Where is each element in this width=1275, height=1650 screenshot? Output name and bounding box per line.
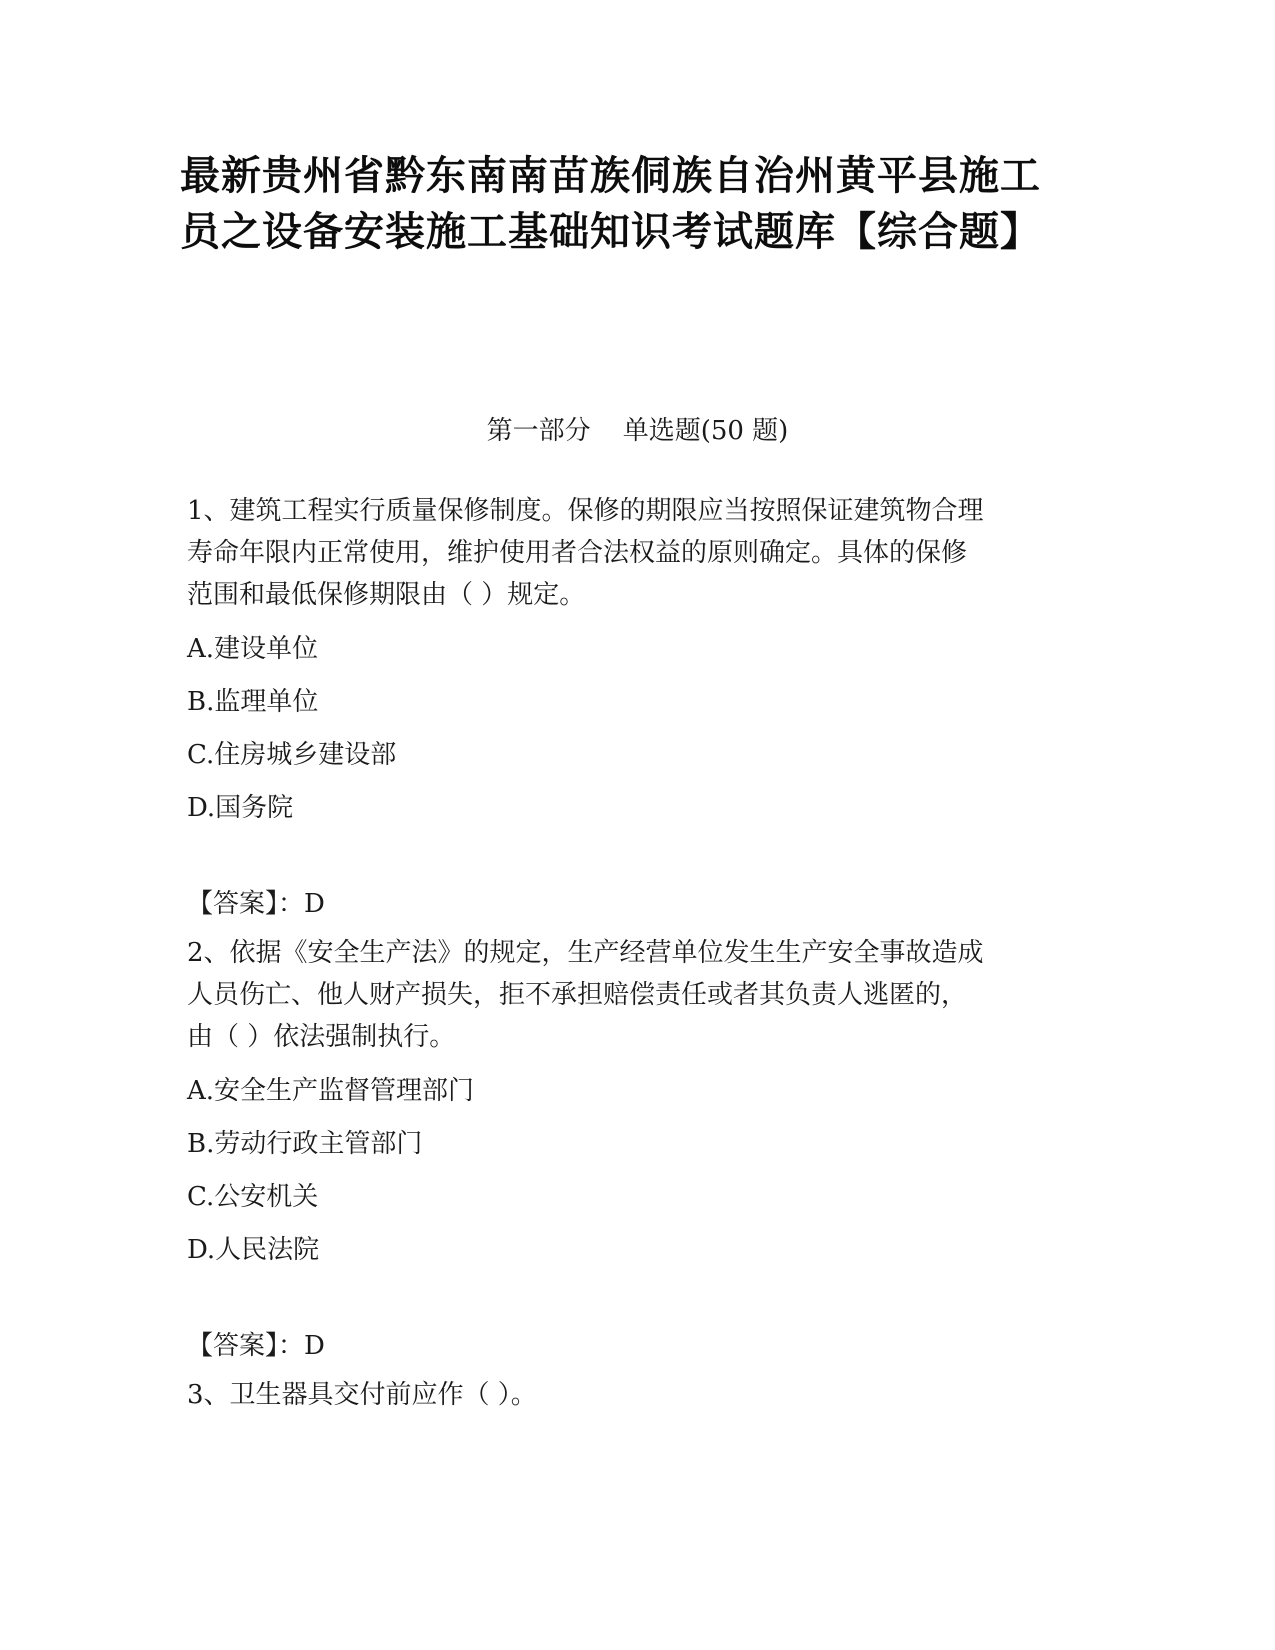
section-heading — [0, 414, 1275, 448]
question-1-option-b: B.监理单位 — [187, 687, 319, 717]
section-name-label: 单选题(50 题) — [622, 416, 789, 446]
question-2-option-b: B.劳动行政主管部门 — [187, 1129, 423, 1159]
question-1-answer: 【答案】：D — [187, 889, 325, 919]
question-2-option-d: D.人民法院 — [187, 1235, 320, 1265]
question-1-line-3: 范围和最低保修期限由（ ）规定。 — [187, 580, 586, 610]
title-line-1: 最新贵州省黔东南南苗族侗族自治州黄平县施工 — [180, 153, 1041, 199]
title-line-2: 员之设备安装施工基础知识考试题库【综合题】 — [180, 209, 1041, 255]
question-1-line-2: 寿命年限内正常使用，维护使用者合法权益的原则确定。具体的保修 — [187, 538, 968, 568]
question-1-option-a: A.建设单位 — [187, 634, 319, 664]
question-2-answer: 【答案】：D — [187, 1331, 325, 1361]
section-part-label: 第一部分 — [486, 416, 591, 446]
question-2-option-c: C.公安机关 — [187, 1182, 319, 1212]
document-title — [180, 148, 1090, 260]
question-2-line-2: 人员伤亡、他人财产损失，拒不承担赔偿责任或者其负责人逃匿的， — [187, 980, 968, 1010]
question-3-line-1: 3、卫生器具交付前应作（ ）。 — [187, 1380, 537, 1410]
question-2-line-1: 2、依据《安全生产法》的规定，生产经营单位发生生产安全事故造成 — [187, 938, 984, 968]
question-1-option-d: D.国务院 — [187, 793, 294, 823]
question-1-option-c: C.住房城乡建设部 — [187, 740, 397, 770]
question-1-line-1: 1、建筑工程实行质量保修制度。保修的期限应当按照保证建筑物合理 — [187, 496, 984, 526]
question-2-line-3: 由（ ）依法强制执行。 — [187, 1022, 456, 1052]
question-2-option-a: A.安全生产监督管理部门 — [187, 1076, 475, 1106]
